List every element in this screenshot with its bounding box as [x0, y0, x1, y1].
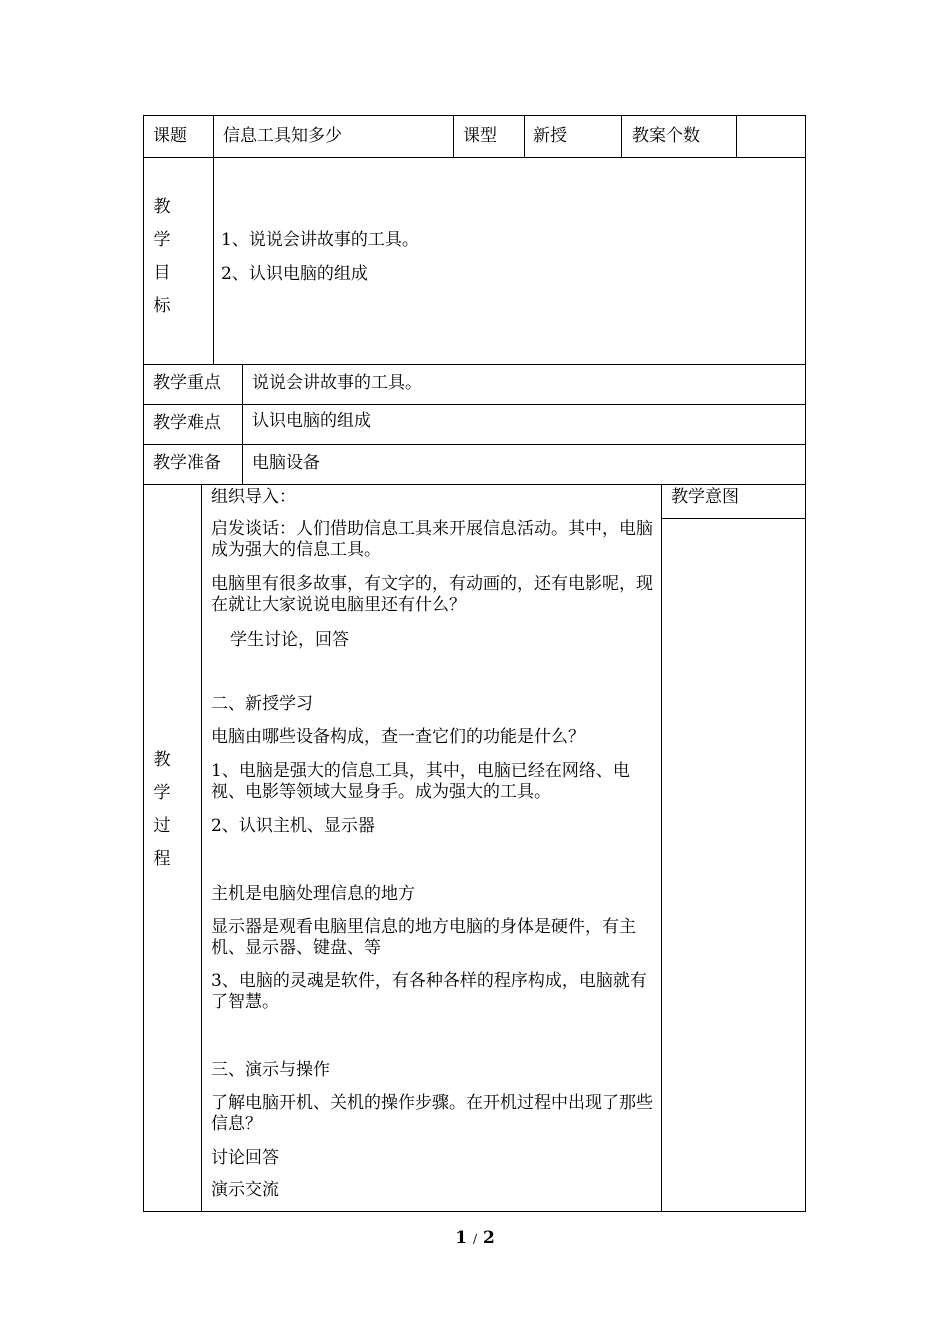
process-paragraph: 主机是电脑处理信息的地方 [211, 884, 415, 904]
label-char: 教 [153, 197, 171, 217]
topic-value: 信息工具知多少 [223, 126, 342, 146]
process-paragraph: 1、电脑是强大的信息工具，其中，电脑已经在网络、电视、电影等领域大显身手。成为强大的工具。 [211, 761, 630, 802]
rule [143, 157, 806, 158]
process-paragraph: 3、电脑的灵魂是软件，有各种各样的程序构成，电脑就有了智慧。 [211, 971, 647, 1012]
process-paragraph: 了解电脑开机、关机的操作步骤。在开机过程中出现了那些信息？ [211, 1093, 653, 1134]
preparation-label: 教学准备 [153, 453, 221, 473]
process-paragraph: 电脑由哪些设备构成，查一查它们的功能是什么？ [211, 727, 585, 747]
label-char: 标 [153, 296, 171, 316]
process-paragraph: 启发谈话：人们借助信息工具来开展信息活动。其中，电脑成为强大的信息工具。 [211, 519, 653, 560]
rule [524, 115, 525, 157]
process-paragraph: 组织导入： [211, 487, 296, 507]
process-paragraph: 讨论回答 [211, 1148, 279, 1168]
rule [453, 115, 454, 157]
rule [805, 115, 806, 1212]
process-label [152, 744, 172, 876]
process-paragraph: 三、演示与操作 [211, 1060, 330, 1080]
intent-label: 教学意图 [671, 487, 739, 507]
rule [736, 115, 737, 157]
count-label: 教案个数 [632, 126, 700, 146]
page-number [0, 1228, 950, 1248]
topic-label: 课题 [153, 126, 187, 146]
rule [143, 1211, 806, 1212]
rule [242, 364, 243, 484]
label-char: 程 [153, 849, 171, 869]
process-paragraph: 2、认识主机、显示器 [211, 816, 375, 836]
difficulty-value: 认识电脑的组成 [252, 411, 371, 431]
type-label: 课型 [463, 126, 497, 146]
objectives-label [152, 191, 172, 323]
label-char: 学 [153, 783, 171, 803]
objective-item: 1、说说会讲故事的工具。 [221, 230, 419, 250]
rule [621, 115, 622, 157]
type-value: 新授 [533, 126, 567, 146]
preparation-value: 电脑设备 [252, 453, 320, 473]
rule [213, 115, 214, 364]
key-point-value: 说说会讲故事的工具。 [252, 373, 422, 393]
key-point-label: 教学重点 [153, 373, 221, 393]
rule [143, 484, 806, 485]
process-paragraph: 显示器是观看电脑里信息的地方电脑的身体是硬件，有主机、显示器、键盘、等 [211, 917, 636, 958]
lesson-plan-table [143, 115, 806, 1212]
rule [661, 484, 662, 1212]
rule [143, 115, 806, 116]
label-char: 目 [153, 263, 171, 283]
total-pages: 2 [482, 1228, 495, 1248]
rule [661, 518, 806, 519]
rule [201, 484, 202, 1212]
process-paragraph: 电脑里有很多故事，有文字的，有动画的，还有电影呢，现在就让大家说说电脑里还有什么？ [211, 574, 653, 615]
rule [143, 115, 144, 1212]
process-paragraph: 学生讨论，回答 [230, 630, 349, 650]
label-char: 过 [153, 816, 171, 836]
process-paragraph: 演示交流 [211, 1180, 279, 1200]
difficulty-label: 教学难点 [153, 413, 221, 433]
label-char: 学 [153, 230, 171, 250]
label-char: 教 [153, 750, 171, 770]
process-paragraph: 二、新授学习 [211, 694, 313, 714]
page-separator: / [472, 1232, 478, 1246]
objective-item: 2、认识电脑的组成 [221, 264, 368, 284]
current-page: 1 [455, 1228, 468, 1248]
